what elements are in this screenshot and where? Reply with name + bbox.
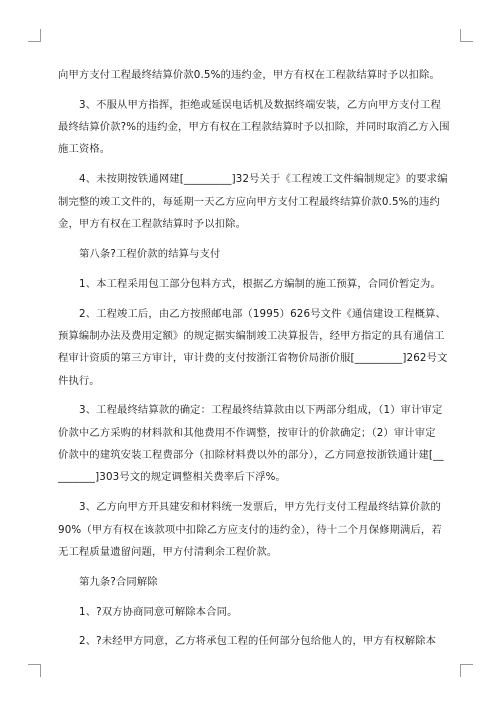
crop-mark-top-right <box>460 29 473 42</box>
paragraph-gap <box>58 161 442 169</box>
text-line: 价款中的建筑安装工程费部分（扣除材料费以外的部分），乙方同意按浙铁通计建[__ <box>58 449 444 462</box>
paragraph-gap <box>58 265 442 273</box>
text-line: 3、乙方向甲方开具建安和材料统一发票后，甲方先行支付工程最终结算价款的 <box>79 501 441 514</box>
text-line: 3、不服从甲方指挥，拒绝或延误电话机及数据终端安装，乙方向甲方支付工程 <box>79 98 441 111</box>
text-line: 1、?双方协商同意可解除本合同。 <box>79 605 238 618</box>
paragraph-gap <box>58 563 442 571</box>
text-line: _______]303号文的规定调整相关费率后下浮%。 <box>58 471 286 484</box>
text-line: 价款中乙方采购的材料款和其他费用不作调整，按审计的价款确定；（2）审计审定 <box>58 426 436 439</box>
text-line: 2、?未经甲方同意，乙方将承包工程的任何部分包给他人的，甲方有权解除本 <box>79 635 437 648</box>
paragraph-gap <box>58 489 442 497</box>
paragraph-gap <box>58 295 442 303</box>
text-line: 4、未按期按铁通网建[_________]32号关于《工程竣工文件编制规定》的要求编 <box>79 173 448 186</box>
paragraph-gap <box>58 235 442 243</box>
paragraph-gap <box>58 86 442 94</box>
text-line: 3、工程最终结算款的确定：工程最终结算款由以下两部分组成，（1）审计审定 <box>79 404 443 417</box>
text-line: 程审计资质的第三方审计，审计费的支付按浙江省物价局浙价服[_________]262号文 <box>58 352 448 365</box>
text-line: 金，甲方有权在工程款结算时予以扣除。 <box>58 217 247 230</box>
text-line: 1、本工程采用包工部分包料方式，根据乙方编制的施工预算，合同价暂定为。 <box>79 277 441 290</box>
text-line: 无工程质量遗留问题，甲方付清剩余工程价款。 <box>58 545 278 558</box>
text-line: 90%（甲方有权在该款项中扣除乙方应支付的违约金），待十二个月保修期满后，若 <box>58 523 442 536</box>
crop-mark-bottom-left <box>28 664 41 677</box>
document-body <box>58 64 450 653</box>
paragraph-gap <box>58 392 442 400</box>
crop-mark-bottom-right <box>460 664 473 677</box>
text-line: 制完整的竣工文件的，每延期一天乙方应向甲方支付工程最终结算价款0.5%的违约 <box>58 195 440 208</box>
text-line: 第八条?工程价款的结算与支付 <box>79 247 221 260</box>
text-line: 向甲方支付工程最终结算价款0.5%的违约金，甲方有权在工程款结算时予以扣除。 <box>58 69 440 81</box>
crop-mark-top-left <box>28 29 41 42</box>
text-line: 2、工程竣工后，由乙方按照邮电部（1995）626号文件《通信建设工程概算、 <box>79 307 447 320</box>
text-line: 第九条?合同解除 <box>79 575 158 588</box>
text-line: 施工资格。 <box>58 143 111 156</box>
text-line: 最终结算价款?%的违约金，甲方有权在工程款结算时予以扣除，并同时取消乙方入围 <box>58 121 450 134</box>
paragraph-gap <box>58 623 442 631</box>
text-line: 预算编制办法及费用定额》的规定据实编制竣工决算报告，经甲方指定的具有通信工 <box>58 329 445 342</box>
paragraph-gap <box>58 593 442 601</box>
text-line: 件执行。 <box>58 374 100 387</box>
